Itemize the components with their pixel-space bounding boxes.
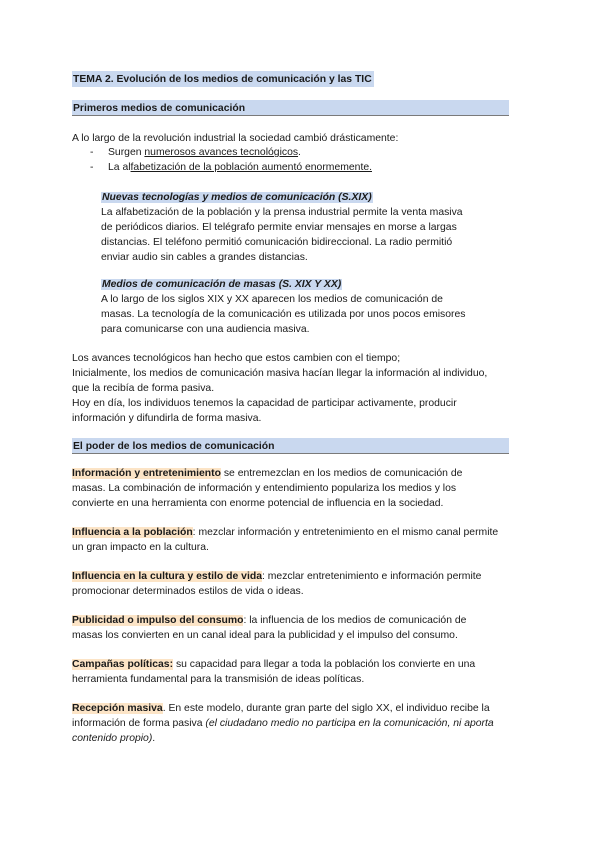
bullet-dash: - (90, 162, 94, 173)
paragraph-line: promocionar determinados estilos de vida o ideas. (72, 586, 304, 597)
paragraph-line: masas los convierten en un canal ideal para la publicidad y el impulso del consumo. (72, 630, 458, 641)
paragraph-line: Hoy en día, los individuos tenemos la capacidad de participar activamente, producir (72, 398, 457, 409)
paragraph-line: masas. La tecnología de la comunicación es utilizada por unos pocos emisores (101, 309, 466, 320)
item-text: su capacidad para llegar a toda la población los convierte en una (173, 659, 476, 670)
section-heading-poder-medios: El poder de los medios de comunicación (72, 438, 509, 454)
highlighted-term: Publicidad o impulso del consumo (72, 615, 244, 626)
paragraph-line: distancias. El teléfono permitió comunicación bidireccional. La radio permitió (101, 237, 453, 248)
bullet-suffix: . (298, 147, 301, 158)
bullet-underlined-text: numerosos avances tecnológicos (144, 147, 299, 158)
item-text: información de forma pasiva (72, 718, 206, 729)
item-campanas-politicas (72, 657, 532, 687)
paragraph-line: para comunicarse con una audiencia masiva. (101, 324, 310, 335)
list-item (90, 160, 372, 175)
paragraph-line: Los avances tecnológicos han hecho que estos cambien con el tiempo; (72, 353, 401, 364)
paragraph-line: masas. La combinación de información y entendimiento populariza los medios y los (72, 483, 457, 494)
item-text: : la influencia de los medios de comunicación de (243, 615, 467, 626)
item-text: : mezclar información y entretenimiento en el mismo canal permite (192, 527, 499, 538)
item-text: . (152, 733, 156, 744)
subsection-heading: Medios de comunicación de masas (S. XIX Y XX) (102, 279, 342, 290)
paragraph-line: información y difundirla de forma masiva. (72, 413, 262, 424)
italic-note: (el ciudadano medio no participa en la comunicación, ni aporta (205, 718, 494, 729)
paragraph-line: un gran impacto en la cultura. (72, 542, 209, 553)
paragraph-line: La alfabetización de la población y la prensa industrial permite la venta masiva (101, 207, 463, 218)
italic-note: contenido propio) (72, 733, 153, 744)
item-text: se entremezclan en los medios de comunicación de (220, 468, 463, 479)
item-text: . En este modelo, durante gran parte del siglo XX, el individuo recibe la (162, 703, 490, 714)
paragraph-line: de periódicos diarios. El telégrafo permite enviar mensajes en morse a largas (101, 222, 457, 233)
item-influencia-cultura (72, 569, 532, 599)
page-title: TEMA 2. Evolución de los medios de comunicación y las TIC (72, 71, 374, 87)
subsection-medios-masas (101, 277, 521, 337)
paragraph-line: convierte en una herramienta con enorme potencial de influencia en la sociedad. (72, 498, 444, 509)
list-item (90, 145, 372, 160)
highlighted-term: Información y entretenimiento (72, 468, 221, 479)
paragraph-line: A lo largo de los siglos XIX y XX aparecen los medios de comunicación de (101, 294, 443, 305)
item-text: : mezclar entretenimiento e información permite (261, 571, 482, 582)
subsection-heading: Nuevas tecnologías y medios de comunicación (S.XIX) (102, 192, 372, 203)
section-heading-primeros-medios: Primeros medios de comunicación (72, 100, 509, 116)
bullet-list (90, 145, 372, 175)
paragraph-line: Inicialmente, los medios de comunicación masiva hacían llegar la información al individuo, (72, 368, 488, 379)
item-informacion-entretenimiento (72, 466, 532, 511)
highlighted-term: Influencia a la población (72, 527, 193, 538)
bullet-underlined-text: fabetización de la población aumentó enormemente. (130, 162, 372, 173)
bullet-text: Surgen (108, 147, 145, 158)
section1-intro: A lo largo de la revolución industrial la sociedad cambió drásticamente: (72, 133, 399, 144)
highlighted-term: Campañas políticas: (72, 659, 174, 670)
bullet-text: La al (108, 162, 131, 173)
paragraph-line: herramienta fundamental para la transmisión de ideas políticas. (72, 674, 365, 685)
paragraph-line: enviar audio sin cables a grandes distancias. (101, 252, 308, 263)
highlighted-term: Influencia en la cultura y estilo de vida (72, 571, 262, 582)
paragraph-line: que la recibía de forma pasiva. (72, 383, 215, 394)
item-recepcion-masiva (72, 701, 532, 746)
item-publicidad-consumo (72, 613, 532, 643)
bullet-dash: - (90, 147, 94, 158)
highlighted-term: Recepción masiva (72, 703, 163, 714)
subsection-nuevas-tecnologias (101, 190, 521, 265)
item-influencia-poblacion (72, 525, 532, 555)
section1-closing-paragraph (72, 351, 532, 426)
